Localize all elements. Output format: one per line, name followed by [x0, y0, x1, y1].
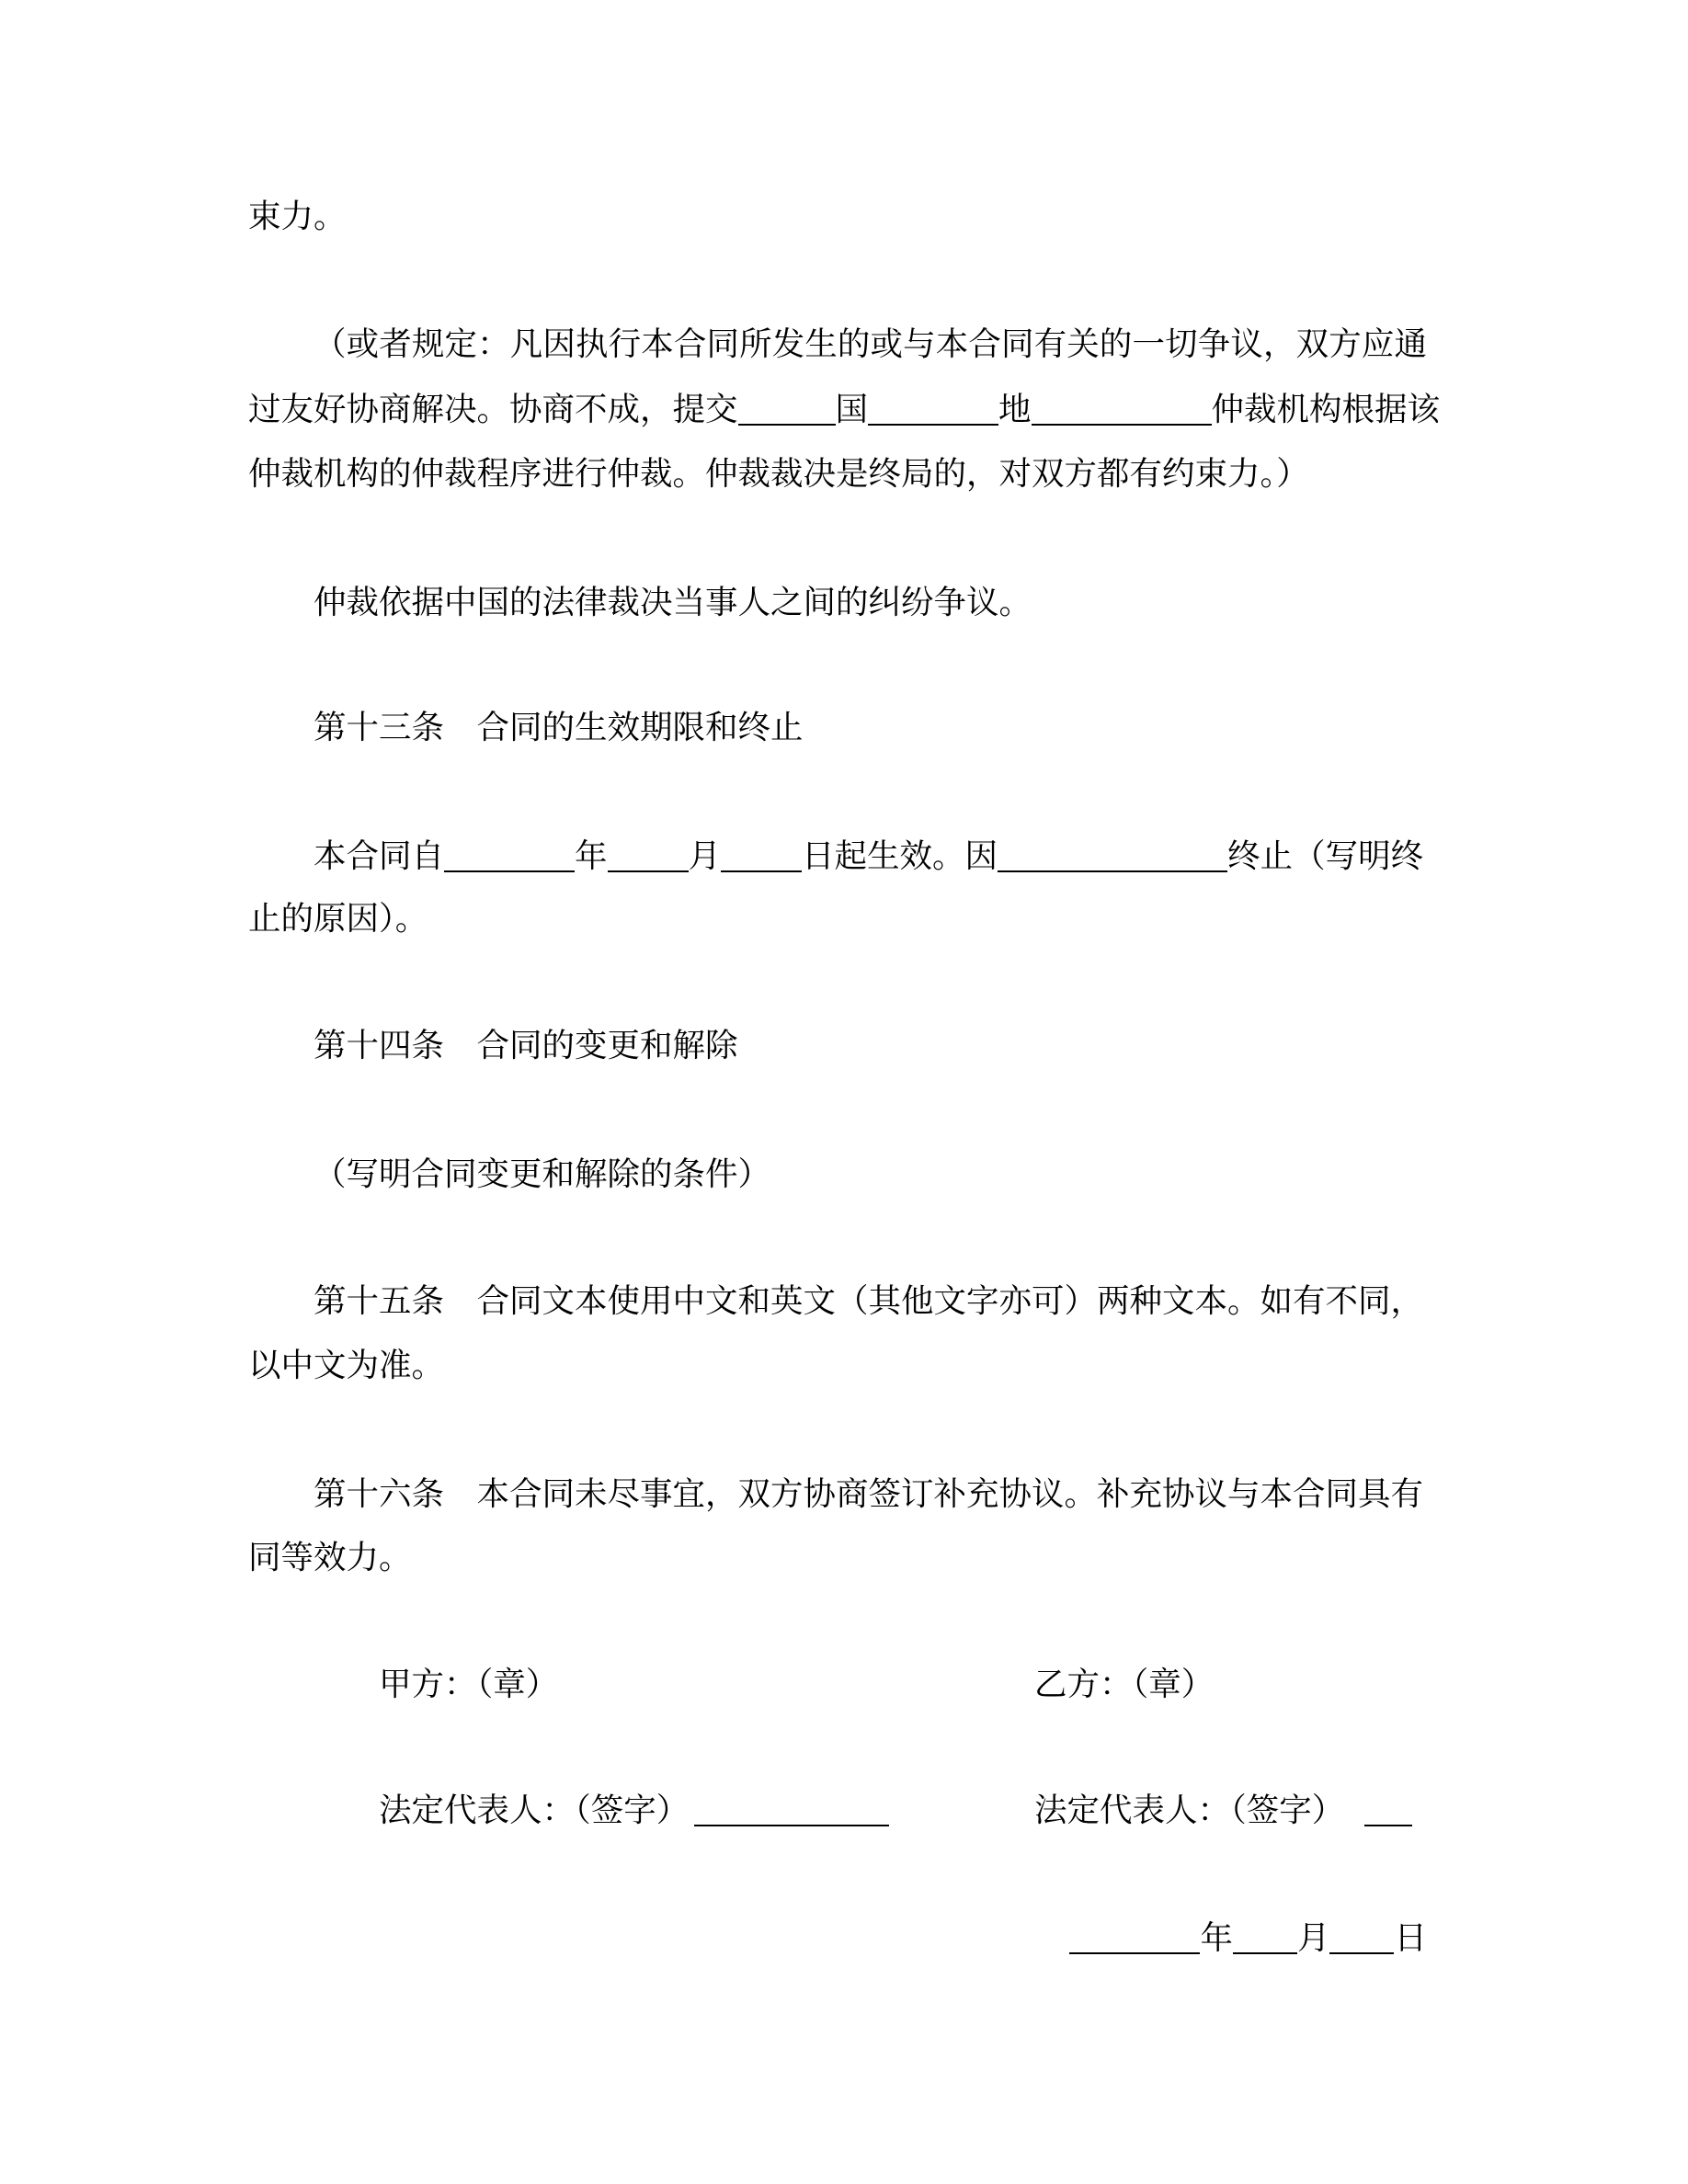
party-b-representative	[1034, 1779, 1430, 1843]
text: 地	[998, 391, 1032, 428]
article-13-title: 第十三条 合同的生效期限和终止	[314, 709, 804, 746]
year-blank[interactable]	[444, 825, 575, 872]
party-a-seal: 甲方：（章）	[379, 1666, 559, 1703]
sign-day-blank[interactable]	[1329, 1906, 1394, 1954]
article-15-line-2: 以中文为准。	[248, 1347, 445, 1384]
text: 月	[688, 837, 722, 875]
termination-reason-blank[interactable]	[998, 825, 1227, 872]
paragraph-line: 止的原因）。	[248, 900, 428, 938]
sign-year-blank[interactable]	[1069, 1906, 1200, 1954]
text: 国	[835, 391, 869, 428]
text: 年	[1200, 1919, 1233, 1957]
party-a-signature-blank[interactable]	[694, 1779, 889, 1826]
sign-date	[248, 1906, 1427, 1971]
label: 法定代表人：（签字）	[1034, 1792, 1345, 1829]
governing-law: 仲裁依据中国的法律裁决当事人之间的纠纷争议。	[314, 584, 1032, 621]
text: 日	[1394, 1919, 1427, 1957]
day-blank[interactable]	[721, 825, 802, 872]
article-14-title: 第十四条 合同的变更和解除	[314, 1027, 738, 1064]
party-a-representative	[379, 1779, 930, 1843]
place-blank[interactable]	[868, 378, 998, 426]
text: 本合同自	[314, 837, 445, 875]
label: 法定代表人：（签字）	[379, 1792, 690, 1829]
sign-month-blank[interactable]	[1233, 1906, 1297, 1954]
country-blank[interactable]	[738, 378, 836, 426]
institution-blank[interactable]	[1032, 378, 1212, 426]
party-b-seal: 乙方：（章）	[1034, 1666, 1215, 1703]
article-15-line-1: 第十五条 合同文本使用中文和英文（其他文字亦可）两种文本。如有不同，	[314, 1282, 1424, 1320]
party-b-signature-blank[interactable]	[1364, 1779, 1412, 1826]
month-blank[interactable]	[608, 825, 689, 872]
text: 过友好协商解决。协商不成，提交	[248, 391, 738, 428]
arbitration-alt-line-3: 仲裁机构的仲裁程序进行仲裁。仲裁裁决是终局的，对双方都有约束力。）	[248, 455, 1309, 493]
text: 日起生效。因	[802, 837, 998, 875]
article-14-note: （写明合同变更和解除的条件）	[314, 1155, 771, 1193]
arbitration-alt-line-1: （或者规定：凡因执行本合同所发生的或与本合同有关的一切争议，双方应通	[314, 325, 1427, 363]
text: 终止（写明终	[1227, 837, 1424, 875]
text: 年	[575, 837, 608, 875]
article-16-line-1: 第十六条 本合同未尽事宜，双方协商签订补充协议。补充协议与本合同具有	[314, 1475, 1424, 1513]
text: 月	[1296, 1919, 1330, 1957]
text: 仲裁机构根据该	[1211, 391, 1441, 428]
effective-date-line	[248, 825, 1427, 889]
article-16-line-2: 同等效力。	[248, 1539, 412, 1576]
arbitration-alt-line-2	[248, 378, 1441, 442]
paragraph-line: 束力。	[248, 198, 347, 235]
